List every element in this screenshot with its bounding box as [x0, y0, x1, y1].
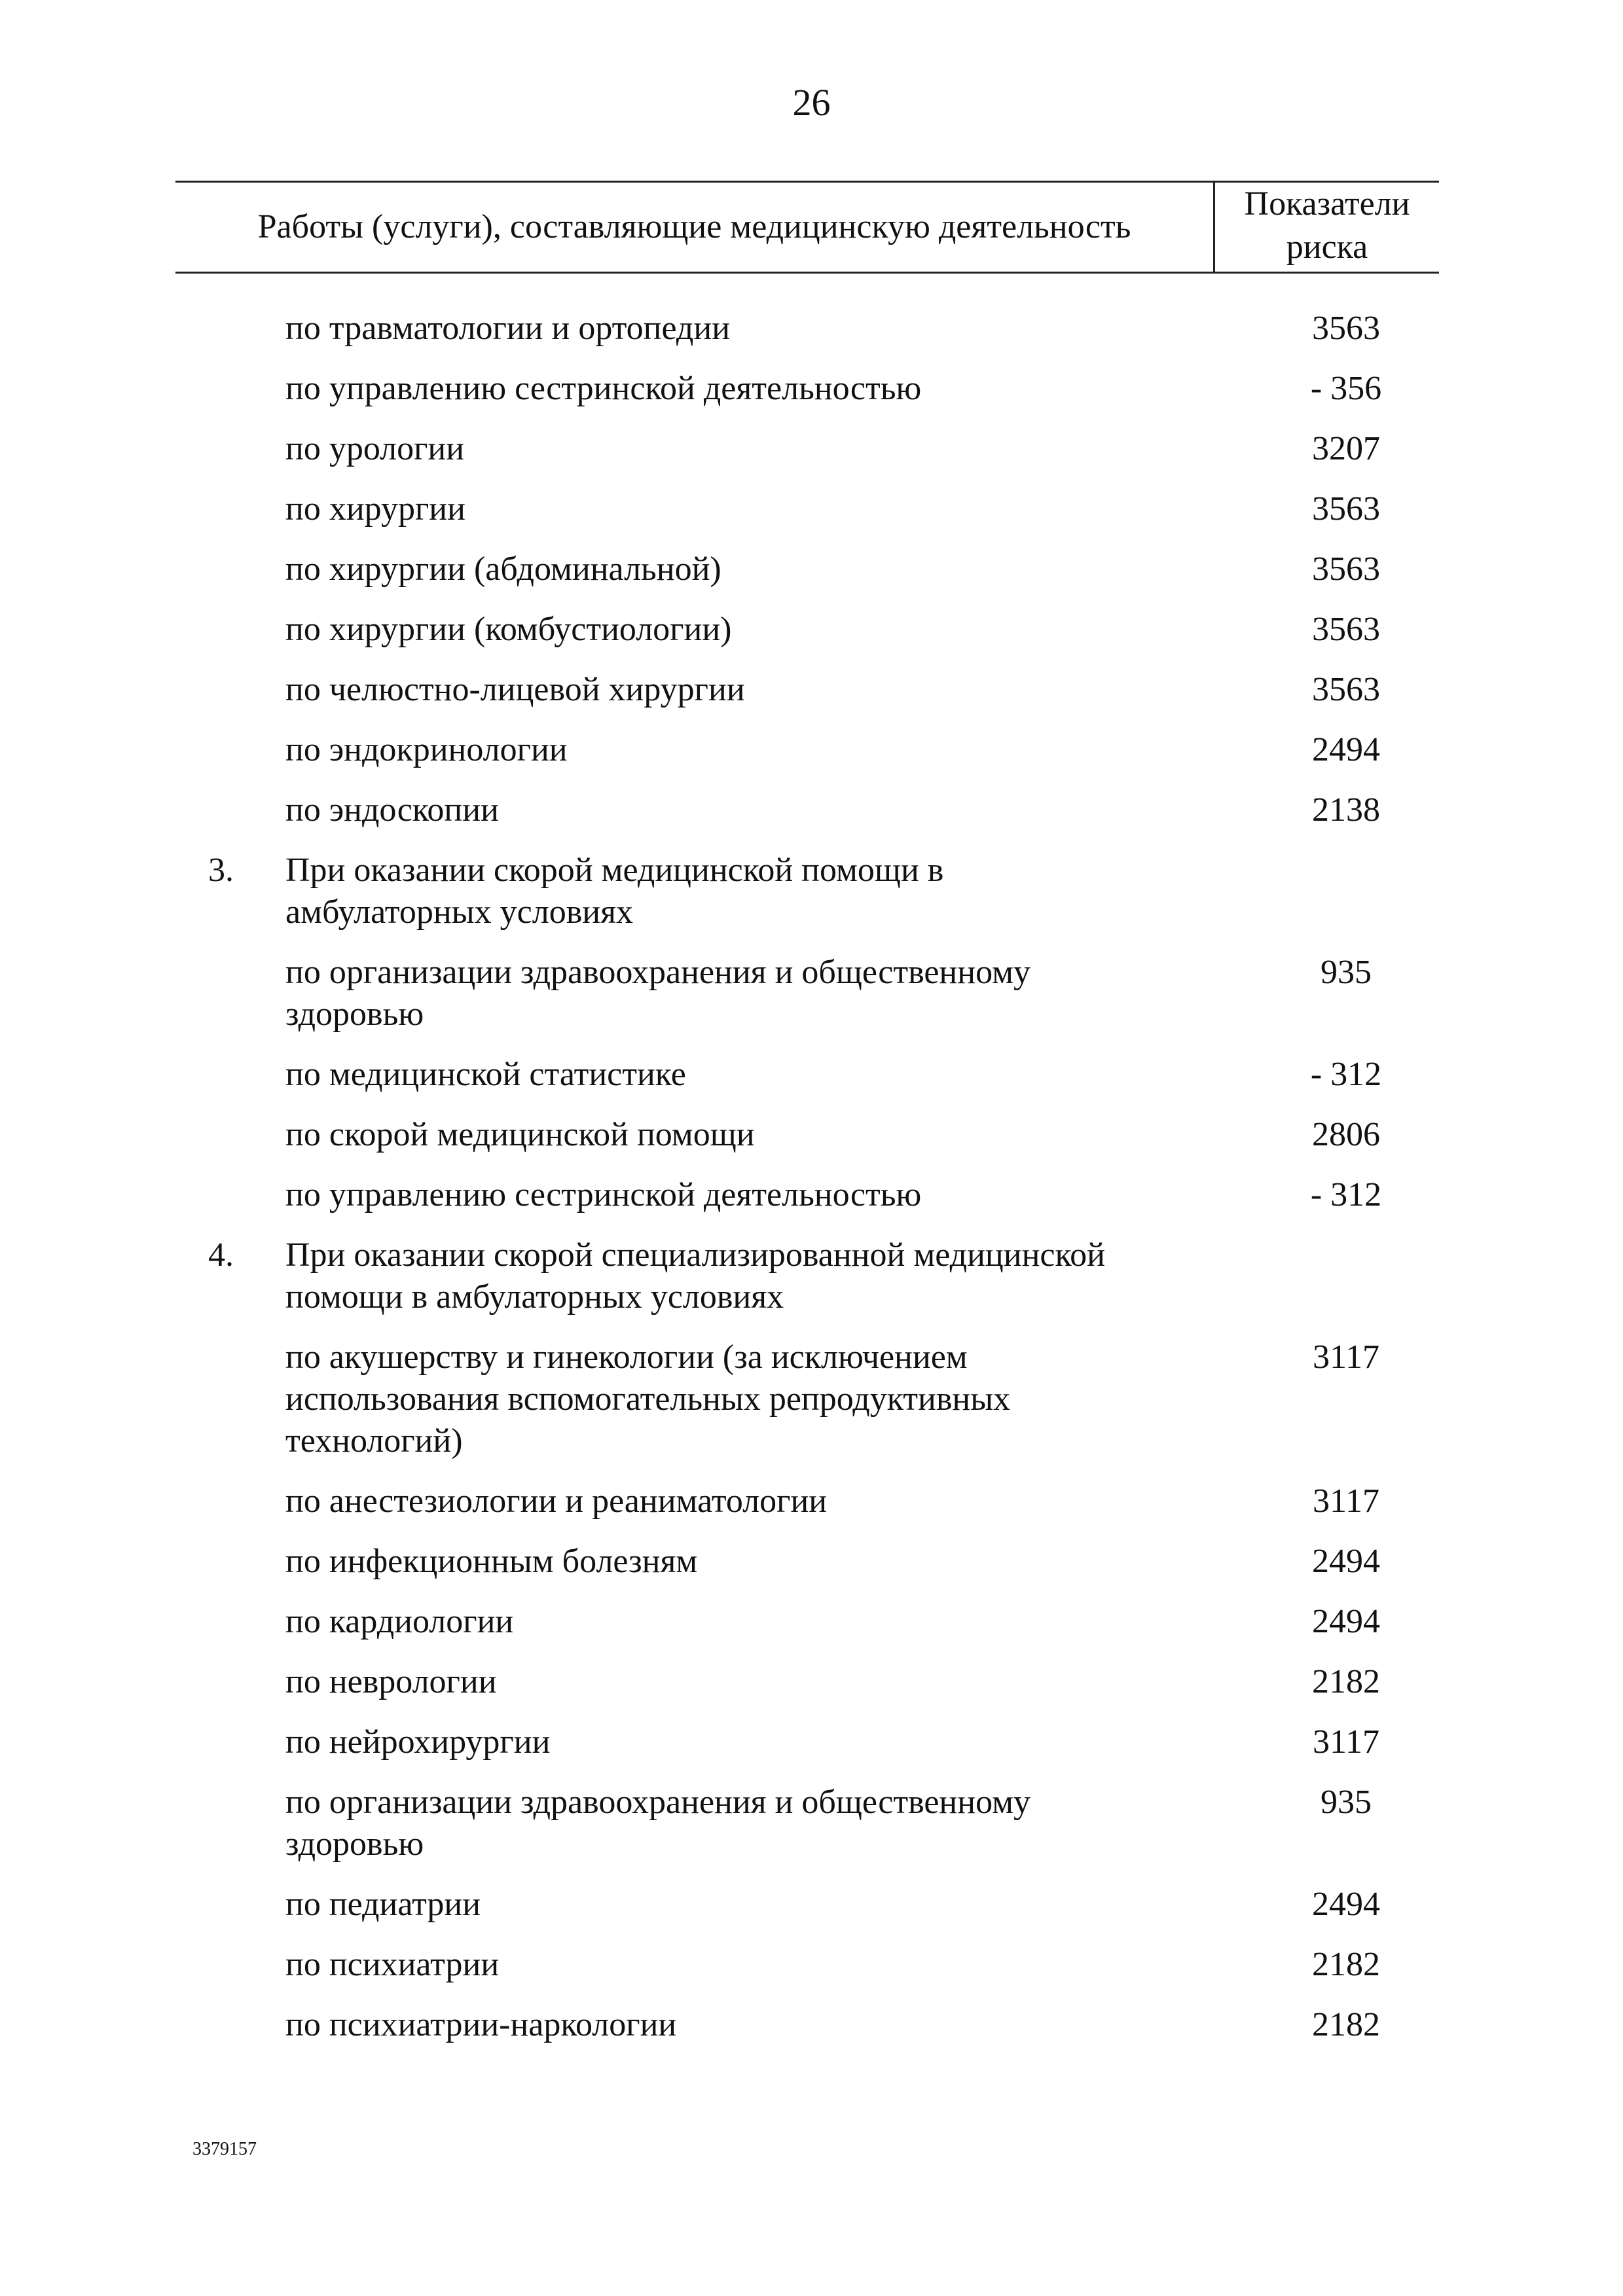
- page-number: 26: [792, 81, 831, 124]
- row-risk-value: - 312: [1310, 1056, 1382, 1093]
- table-row: [0, 428, 1623, 470]
- row-label: по хирургии: [285, 490, 465, 528]
- row-risk-value: - 356: [1310, 370, 1382, 407]
- table-row: [0, 1884, 1623, 1926]
- row-label: по хирургии (абдоминальной): [285, 550, 721, 588]
- table-row: [0, 729, 1623, 771]
- table-row: [0, 789, 1623, 831]
- row-number: 3.: [208, 852, 234, 889]
- row-risk-value: 935: [1321, 954, 1372, 991]
- row-label: При оказании скорой медицинской помощи в амбулаторных условиях: [285, 852, 944, 931]
- row-label: по акушерству и гинекологии (за исключением использования вспомогательных репродуктивных технологий): [285, 1338, 1011, 1460]
- row-risk-value: 935: [1321, 1784, 1372, 1821]
- row-risk-value: 3563: [1312, 550, 1380, 588]
- row-risk-value: 2494: [1312, 731, 1380, 768]
- row-label: При оказании скорой специализированной медицинской помощи в амбулаторных условиях: [285, 1236, 1105, 1316]
- row-label: по педиатрии: [285, 1886, 481, 1923]
- table-row: [0, 1661, 1623, 1703]
- table-body: [0, 308, 1623, 2064]
- header-risk-column: [1215, 183, 1439, 269]
- table-row: [0, 1114, 1623, 1156]
- row-risk-value: 3563: [1312, 611, 1380, 648]
- table-row: [0, 609, 1623, 651]
- row-risk-value: 3117: [1312, 1338, 1380, 1376]
- table-row: [0, 548, 1623, 590]
- table-row: [0, 488, 1623, 530]
- table-header: [175, 181, 1439, 274]
- row-number: 4.: [208, 1236, 234, 1274]
- row-label: по управлению сестринской деятельностью: [285, 370, 922, 407]
- table-row: [0, 669, 1623, 711]
- row-label: по эндоскопии: [285, 791, 499, 829]
- row-label: по хирургии (комбустиологии): [285, 611, 732, 648]
- table-row: [0, 1054, 1623, 1096]
- row-risk-value: 2494: [1312, 1603, 1380, 1640]
- row-label: по инфекционным болезням: [285, 1543, 698, 1580]
- row-label: по организации здравоохранения и общественному здоровью: [285, 954, 1031, 1033]
- row-label: по управлению сестринской деятельностью: [285, 1176, 922, 1213]
- row-risk-value: 2138: [1312, 791, 1380, 829]
- header-risk-line1: Показатели: [1244, 185, 1410, 223]
- table-row: [0, 1944, 1623, 1986]
- row-label: по урологии: [285, 430, 465, 467]
- row-label: по медицинской статистике: [285, 1056, 686, 1093]
- row-label: по нейрохирургии: [285, 1723, 551, 1761]
- section-row: [0, 1234, 1623, 1318]
- row-label: по скорой медицинской помощи: [285, 1116, 755, 1153]
- header-risk-line2: риска: [1286, 228, 1368, 266]
- row-risk-value: 3117: [1312, 1723, 1380, 1761]
- row-label: по организации здравоохранения и общественному здоровью: [285, 1784, 1031, 1863]
- row-risk-value: - 312: [1310, 1176, 1382, 1213]
- table-row: [0, 308, 1623, 350]
- section-row: [0, 850, 1623, 933]
- row-label: по неврологии: [285, 1663, 497, 1700]
- row-risk-value: 2182: [1312, 2006, 1380, 2043]
- table-row: [0, 1541, 1623, 1583]
- row-label: по челюстно-лицевой хирургии: [285, 671, 745, 708]
- row-risk-value: 2182: [1312, 1663, 1380, 1700]
- row-risk-value: 3563: [1312, 310, 1380, 347]
- row-label: по психиатрии: [285, 1946, 500, 1983]
- row-risk-value: 3117: [1312, 1482, 1380, 1520]
- table-row: [0, 952, 1623, 1035]
- row-label: по эндокринологии: [285, 731, 568, 768]
- row-risk-value: 2806: [1312, 1116, 1380, 1153]
- row-risk-value: 2182: [1312, 1946, 1380, 1983]
- row-risk-value: 3563: [1312, 671, 1380, 708]
- table-row: [0, 1721, 1623, 1763]
- table-row: [0, 1480, 1623, 1522]
- row-risk-value: 2494: [1312, 1543, 1380, 1580]
- header-works-column: Работы (услуги), составляющие медицинскую деятельность: [257, 208, 1131, 245]
- document-code: 3379157: [192, 2139, 257, 2159]
- row-label: по кардиологии: [285, 1603, 514, 1640]
- row-risk-value: 2494: [1312, 1886, 1380, 1923]
- row-label: по травматологии и ортопедии: [285, 310, 731, 347]
- table-row: [0, 368, 1623, 410]
- row-risk-value: 3563: [1312, 490, 1380, 528]
- table-row: [0, 2004, 1623, 2046]
- table-row: [0, 1174, 1623, 1216]
- table-row: [0, 1336, 1623, 1462]
- row-risk-value: 3207: [1312, 430, 1380, 467]
- table-row: [0, 1601, 1623, 1643]
- row-label: по психиатрии-наркологии: [285, 2006, 677, 2043]
- row-label: по анестезиологии и реаниматологии: [285, 1482, 828, 1520]
- table-row: [0, 1782, 1623, 1865]
